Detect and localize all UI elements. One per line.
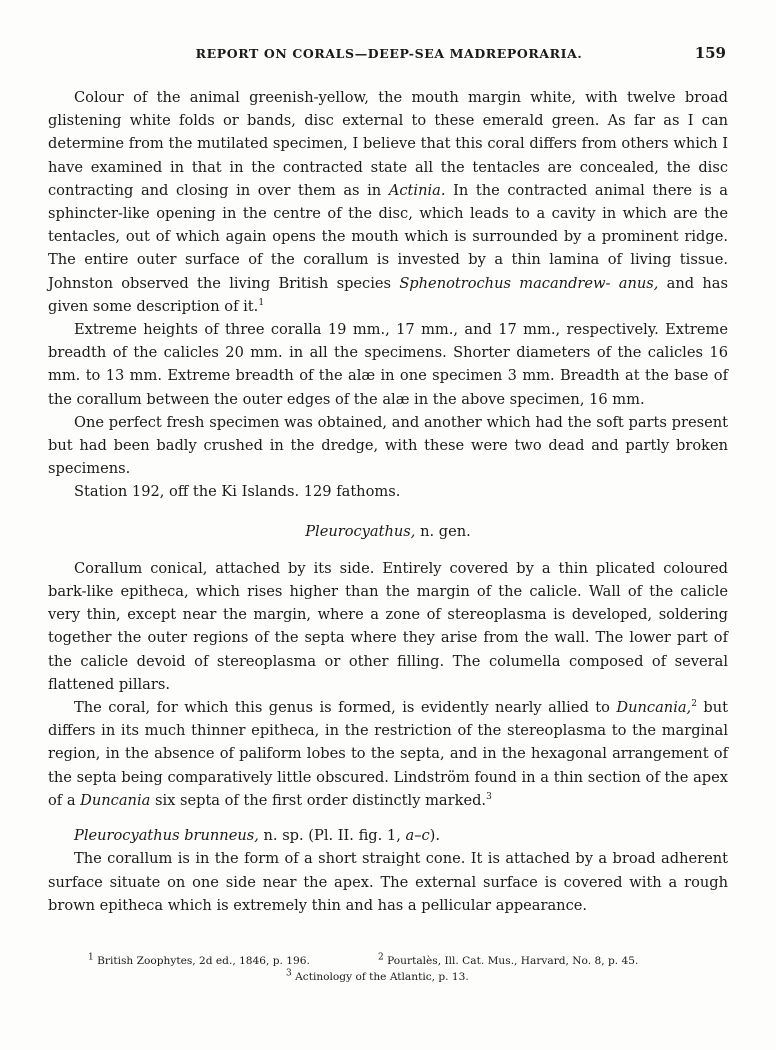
paragraph-text: In the contracted animal there is a sphincter-like opening in the centre of the disc, which leads to a cavity in which are the tentacles, out of which again opens the mouth which is surrounded by a prominent ridge. The entire outer surface of the corallum is invested by a thin lamina of living tissue. Johnston observed the living British species [48, 181, 729, 292]
footnote-text: Actinology of the Atlantic, p. 13. [295, 971, 469, 983]
species-heading-close: ). [429, 827, 441, 845]
paragraph-genus-affinities [48, 696, 728, 812]
footnote-mark: 2 [378, 952, 384, 963]
genus-heading-suffix: n. gen. [420, 522, 471, 540]
species-heading-suffix: n. sp. (Pl. II. fig. 1, [263, 827, 401, 845]
paragraph-station: Station 192, off the Ki Islands. 129 fathoms. [74, 483, 401, 501]
genus-heading-name: Pleurocyathus, [305, 522, 416, 540]
footnote-ref-3[interactable]: 3 [486, 792, 492, 803]
footnote-mark: 3 [286, 968, 292, 979]
paragraph-text: The coral, for which this genus is formed, is evidently nearly allied to [74, 699, 610, 717]
paragraph-text: six septa of the first order distinctly marked. [154, 791, 487, 809]
footnote-2 [358, 953, 728, 969]
footnote-1 [48, 953, 358, 969]
footnote-text: Pourtalès, Ill. Cat. Mus., Harvard, No. 8, p. 45. [387, 955, 639, 967]
page-number: 159 [694, 44, 726, 62]
species-heading [48, 824, 728, 847]
species-figure-range: a–c [405, 827, 430, 845]
species-heading-name: Pleurocyathus brunneus, [74, 827, 259, 845]
paragraph-text: Colour of the animal greenish-yellow, the mouth margin white, with twelve broad glistening white folds or bands, disc external to these emerald green. As far as I can determine from the mutilated specimen, I believe that this coral differs from others which I have examined in that in the contracted state all the tentacles are concealed, the disc contracting and closing in over them as in [48, 89, 728, 199]
genus-name-actinia: Actinia. [388, 181, 446, 199]
footnote-text: British Zoophytes, 2d ed., 1846, p. 196. [97, 955, 310, 967]
paragraph-measurements: Extreme heights of three coralla 19 mm., 17 mm., and 17 mm., respectively. Extreme breadth of the calicles 20 mm. in all the specimens. Shorter diameters of the calicles 16 mm. to 13 mm. Extreme breadth of the alæ in one specimen 3 mm. Breadth at the base of the corallum between the outer edges of the alæ in the above specimen, 16 mm. [48, 321, 728, 408]
footnote-ref-2[interactable]: 2 [691, 699, 697, 710]
footnotes [48, 953, 728, 985]
footnote-row [48, 953, 728, 969]
running-title: REPORT ON CORALS—DEEP-SEA MADREPORARIA. [195, 46, 583, 61]
paragraph-specimens: One perfect fresh specimen was obtained, and another which had the soft parts present but had been badly crushed in the dredge, with these were two dead and partly broken specimens. [48, 413, 728, 478]
paragraph-genus-diagnosis: Corallum conical, attached by its side. Entirely covered by a thin plicated coloured bark-like epitheca, which rises higher than the margin of the calicle. Wall of the calicle very thin, except near the margin, where a zone of stereoplasma is developed, soldering together the outer regions of the septa where they arise from the wall. The lower part of the calicle devoid of stereoplasma or other filling. The columella composed of several flattened pillars. [48, 559, 728, 693]
footnote-3 [48, 969, 728, 985]
genus-heading [48, 520, 728, 543]
body-text [48, 86, 728, 917]
genus-name-duncania: Duncania, [616, 699, 692, 717]
paragraph-text: and has given some description of it. [48, 274, 728, 315]
genus-name-duncania: Duncania [80, 791, 151, 809]
paragraph-text: but differs in its much thinner epitheca, in the restriction of the stereoplasma to the marginal region, in the absence of paliform lobes to the septa, and in the hexagonal arrangement of the septa being comparatively little obscured. Lindström found in a thin section of the apex of a [48, 699, 729, 809]
paragraph-animal-description [48, 86, 728, 318]
footnote-mark: 1 [88, 952, 94, 963]
paragraph-species-description: The corallum is in the form of a short straight cone. It is attached by a broad adherent surface situate on one side near the apex. The external surface is covered with a rough brown epitheca which is extremely thin and has a pellicular appearance. [48, 850, 728, 914]
species-name-sphenotrochus: Sphenotrochus macandrew- anus, [399, 274, 659, 292]
page-header [48, 46, 730, 68]
footnote-ref-1[interactable]: 1 [258, 297, 265, 308]
